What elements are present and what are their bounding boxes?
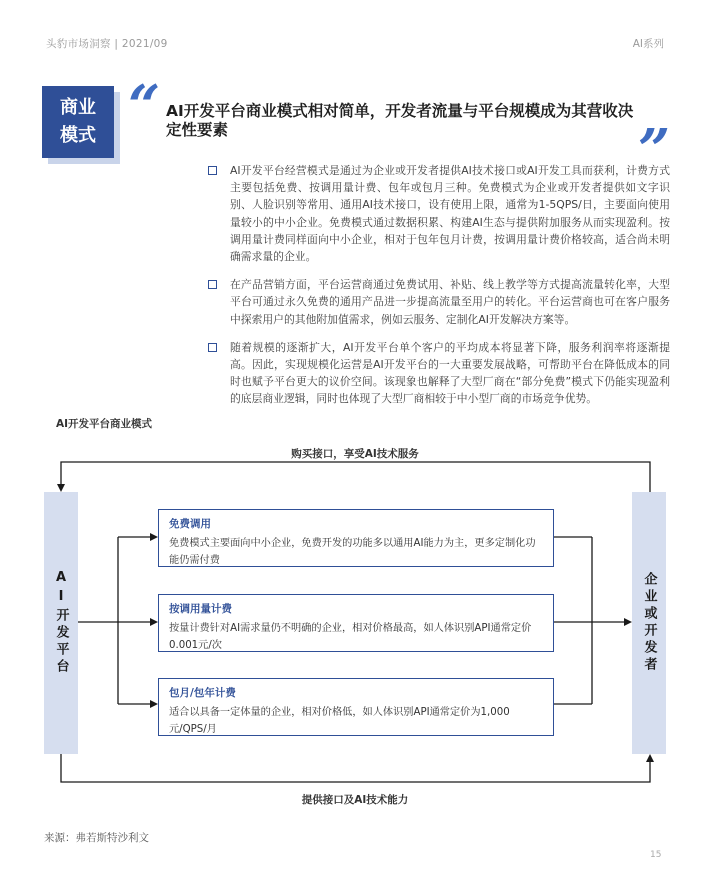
model-description: 按量计费针对AI需求量仍不明确的企业，相对价格最高，如人体识别API通常定价0.001元/次	[169, 623, 532, 651]
bullet-text: 在产品营销方面，平台运营商通过免费试用、补贴、线上教学等方式提高流量转化率，大型平台可通过永久免费的通用产品进一步提高流量至用户的转化。平台运营商也可在客户服务中探索用户的其他附加值需求，例如云服务、定制化AI开发解决方案等。	[230, 278, 670, 326]
bottom-flow-label: 提供接口及AI技术能力	[301, 794, 409, 806]
model-title: 按调用量计费	[169, 603, 232, 615]
header-source-date: 头豹市场洞察 | 2021/09	[46, 38, 168, 50]
model-description: 免费模式主要面向中小企业，免费开发的功能多以通用AI能力为主，更多定制化功能仍需付费	[169, 538, 536, 566]
enterprise-developer-box: 企业或开发者	[632, 492, 666, 754]
source-note: 来源：弗若斯特沙利文	[44, 832, 149, 844]
open-quote-icon: “	[128, 73, 161, 139]
section-tag-line2: 模式	[60, 125, 96, 146]
ai-platform-box: AI开发平台	[44, 492, 78, 754]
model-description: 适合以具备一定体量的企业，相对价格低，如人体识别API通常定价为1,000元/QPS/月	[169, 707, 510, 735]
bullet-text: AI开发平台经营模式是通过为企业或开发者提供AI技术接口或AI开发工具而获利，计费方式主要包括免费、按调用量计费、包年或包月三种。免费模式为企业或开发者提供如文字识别、人脸识别等常用、通用AI技术接口，设有使用上限，通常为1-5QPS/日，主要面向使用量较小的中小企业。免费模式通过数据积累、构建AI生态与提供附加服务从而实现盈利。按调用量计费同样面向中小企业，相对于包年包月计费，按调用量计费价格较高，适合尚未明确需求量的企业。	[230, 164, 670, 264]
figure-title: AI开发平台商业模式	[56, 418, 153, 430]
model-box-usage	[158, 594, 554, 652]
header-series: AI系列	[632, 38, 664, 50]
top-flow-arrow	[61, 462, 650, 492]
top-flow-label: 购买接口，享受AI技术服务	[291, 448, 419, 460]
bullet-text: 随着规模的逐渐扩大，AI开发平台单个客户的平均成本将显著下降，服务利润率将逐渐提高。因此，实现规模化运营是AI开发平台的一大重要发展战略，可帮助平台在降低成本的同时也赋予平台更大的议价空间。该现象也解释了大型厂商在“部分免费”模式下仍能实现盈利的底层商业逻辑，同时也体现了大型厂商相较于中小型厂商的市场竞争优势。	[230, 340, 670, 406]
bottom-flow-arrow	[61, 754, 650, 782]
section-tag-line1: 商业	[60, 97, 96, 118]
page-headline: AI开发平台商业模式相对简单，开发者流量与平台规模成为其营收决定性要素	[166, 102, 634, 139]
model-title: 包月/包年计费	[169, 687, 236, 699]
model-box-subscription	[158, 678, 554, 736]
model-title: 免费调用	[169, 518, 211, 530]
model-box-free	[158, 509, 554, 567]
close-quote-icon: ”	[638, 117, 671, 183]
page-number: 15	[650, 850, 662, 860]
